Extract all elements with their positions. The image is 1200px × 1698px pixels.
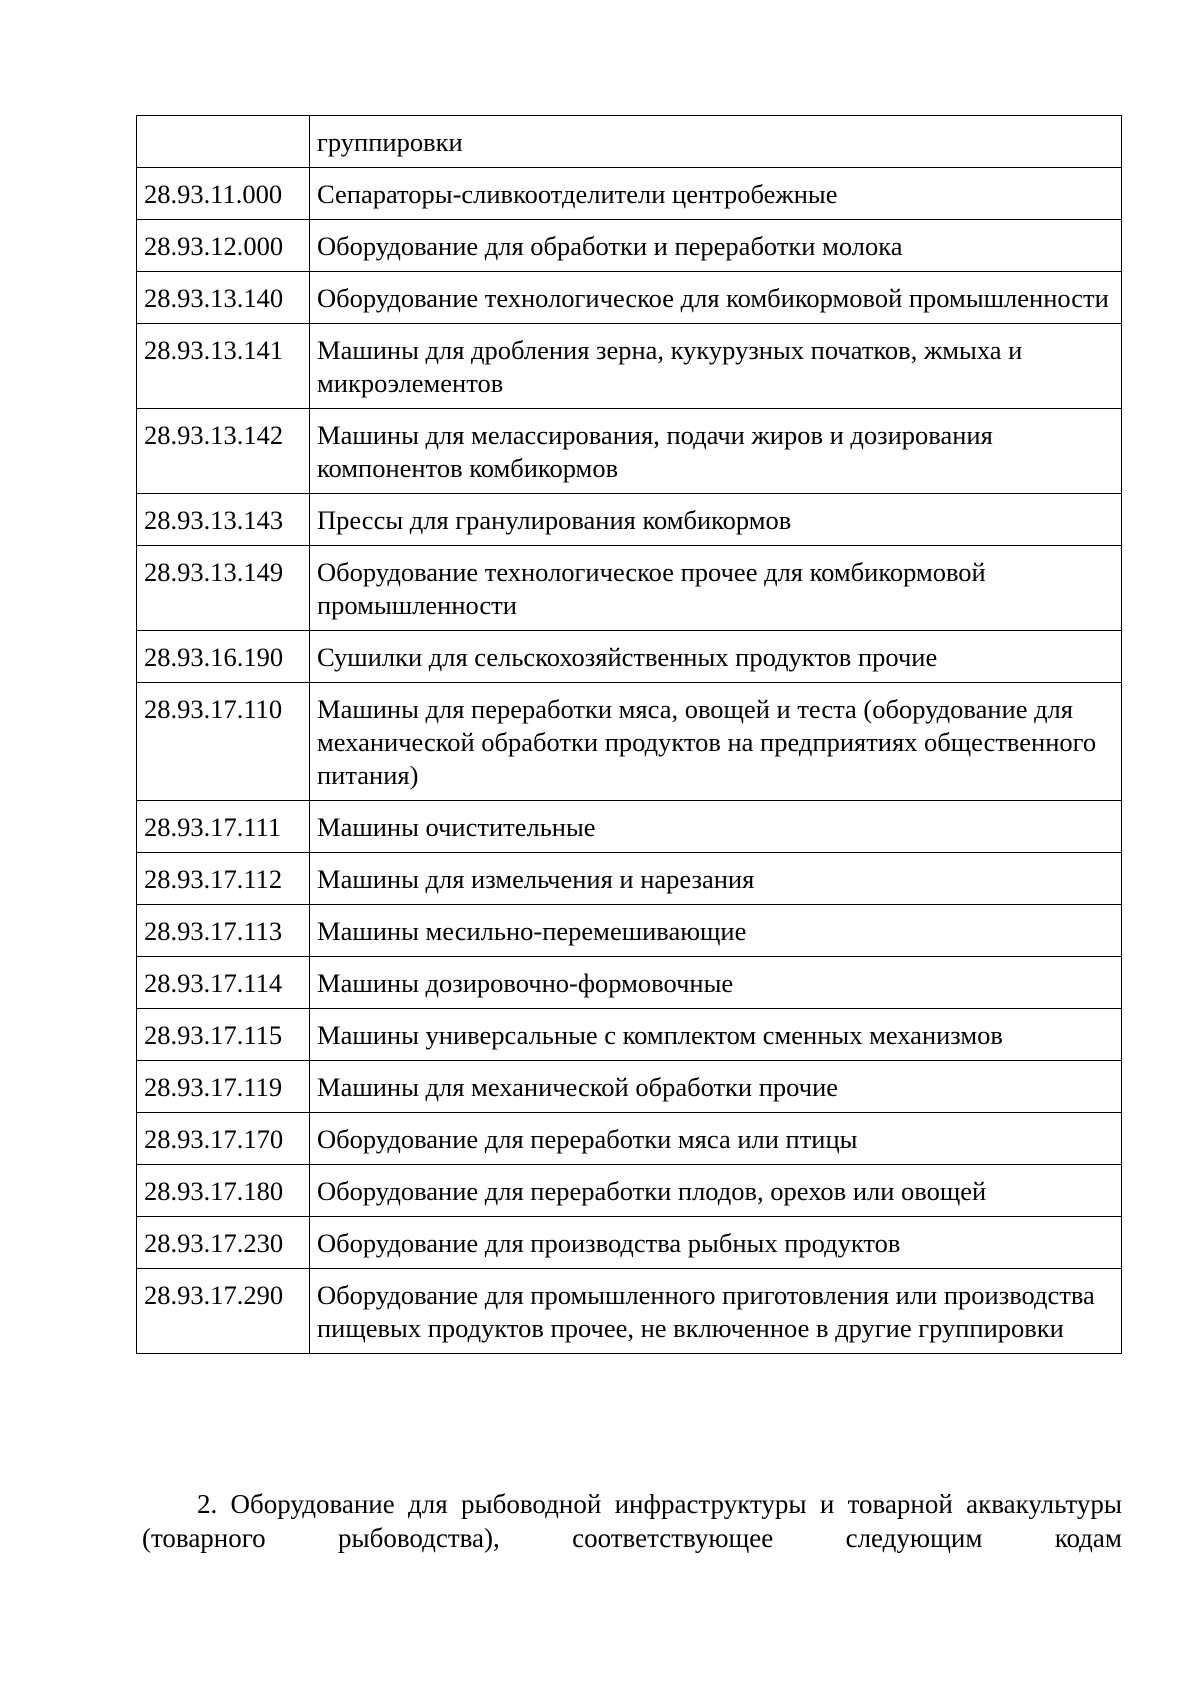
code-cell: 28.93.17.110 xyxy=(137,683,310,801)
name-cell: Машины для переработки мяса, овощей и теста (оборудование для механической обработки продуктов на предприятиях общественного питания) xyxy=(310,683,1122,801)
name-cell: Оборудование для промышленного приготовления или производства пищевых продуктов прочее, не включенное в другие группировки xyxy=(310,1269,1122,1354)
code-cell: 28.93.17.112 xyxy=(137,853,310,905)
name-cell: Машины для дробления зерна, кукурузных початков, жмыха и микроэлементов xyxy=(310,324,1122,409)
name-cell: Машины для мелассирования, подачи жиров и дозирования компонентов комбикормов xyxy=(310,409,1122,494)
table-row xyxy=(137,546,1122,631)
table-row xyxy=(137,853,1122,905)
code-cell: 28.93.17.114 xyxy=(137,957,310,1009)
name-cell: Машины месильно-перемешивающие xyxy=(310,905,1122,957)
code-cell: 28.93.17.113 xyxy=(137,905,310,957)
name-cell: Оборудование для переработки плодов, орехов или овощей xyxy=(310,1165,1122,1217)
name-cell: Прессы для гранулирования комбикормов xyxy=(310,494,1122,546)
table-row xyxy=(137,1165,1122,1217)
table-row xyxy=(137,494,1122,546)
name-cell: Оборудование для переработки мяса или птицы xyxy=(310,1113,1122,1165)
code-cell: 28.93.13.143 xyxy=(137,494,310,546)
code-cell: 28.93.17.111 xyxy=(137,801,310,853)
name-cell: Машины дозировочно-формовочные xyxy=(310,957,1122,1009)
table-row xyxy=(137,801,1122,853)
code-cell: 28.93.17.119 xyxy=(137,1061,310,1113)
code-cell: 28.93.11.000 xyxy=(137,168,310,220)
paragraph-item-2: 2. Оборудование для рыбоводной инфраструктуры и товарной аквакультуры (товарного рыбоводства), соответствующее следующим кодам xyxy=(142,1489,1122,1553)
name-cell: Оборудование технологическое для комбикормовой промышленности xyxy=(310,272,1122,324)
name-cell: группировки xyxy=(310,116,1122,168)
code-cell: 28.93.13.142 xyxy=(137,409,310,494)
codes-table xyxy=(136,115,1122,1354)
table-row xyxy=(137,1217,1122,1269)
code-cell: 28.93.13.149 xyxy=(137,546,310,631)
table-row xyxy=(137,683,1122,801)
table-row xyxy=(137,168,1122,220)
name-cell: Сушилки для сельскохозяйственных продуктов прочие xyxy=(310,631,1122,683)
name-cell: Машины очистительные xyxy=(310,801,1122,853)
name-cell: Сепараторы-сливкоотделители центробежные xyxy=(310,168,1122,220)
code-cell: 28.93.17.290 xyxy=(137,1269,310,1354)
code-cell: 28.93.12.000 xyxy=(137,220,310,272)
table-row xyxy=(137,905,1122,957)
table-row xyxy=(137,1061,1122,1113)
table-row xyxy=(137,957,1122,1009)
code-cell: 28.93.17.115 xyxy=(137,1009,310,1061)
table-row xyxy=(137,220,1122,272)
name-cell: Машины для измельчения и нарезания xyxy=(310,853,1122,905)
code-cell: 28.93.13.140 xyxy=(137,272,310,324)
table-row xyxy=(137,409,1122,494)
name-cell: Машины универсальные с комплектом сменных механизмов xyxy=(310,1009,1122,1061)
table-row xyxy=(137,631,1122,683)
name-cell: Машины для механической обработки прочие xyxy=(310,1061,1122,1113)
table-row xyxy=(137,1113,1122,1165)
code-cell xyxy=(137,116,310,168)
code-cell: 28.93.16.190 xyxy=(137,631,310,683)
code-cell: 28.93.17.170 xyxy=(137,1113,310,1165)
name-cell: Оборудование для производства рыбных продуктов xyxy=(310,1217,1122,1269)
table-row xyxy=(137,324,1122,409)
name-cell: Оборудование для обработки и переработки молока xyxy=(310,220,1122,272)
table-row xyxy=(137,116,1122,168)
table-row xyxy=(137,1269,1122,1354)
code-cell: 28.93.17.230 xyxy=(137,1217,310,1269)
table-row xyxy=(137,1009,1122,1061)
code-cell: 28.93.17.180 xyxy=(137,1165,310,1217)
code-cell: 28.93.13.141 xyxy=(137,324,310,409)
table-row xyxy=(137,272,1122,324)
name-cell: Оборудование технологическое прочее для комбикормовой промышленности xyxy=(310,546,1122,631)
